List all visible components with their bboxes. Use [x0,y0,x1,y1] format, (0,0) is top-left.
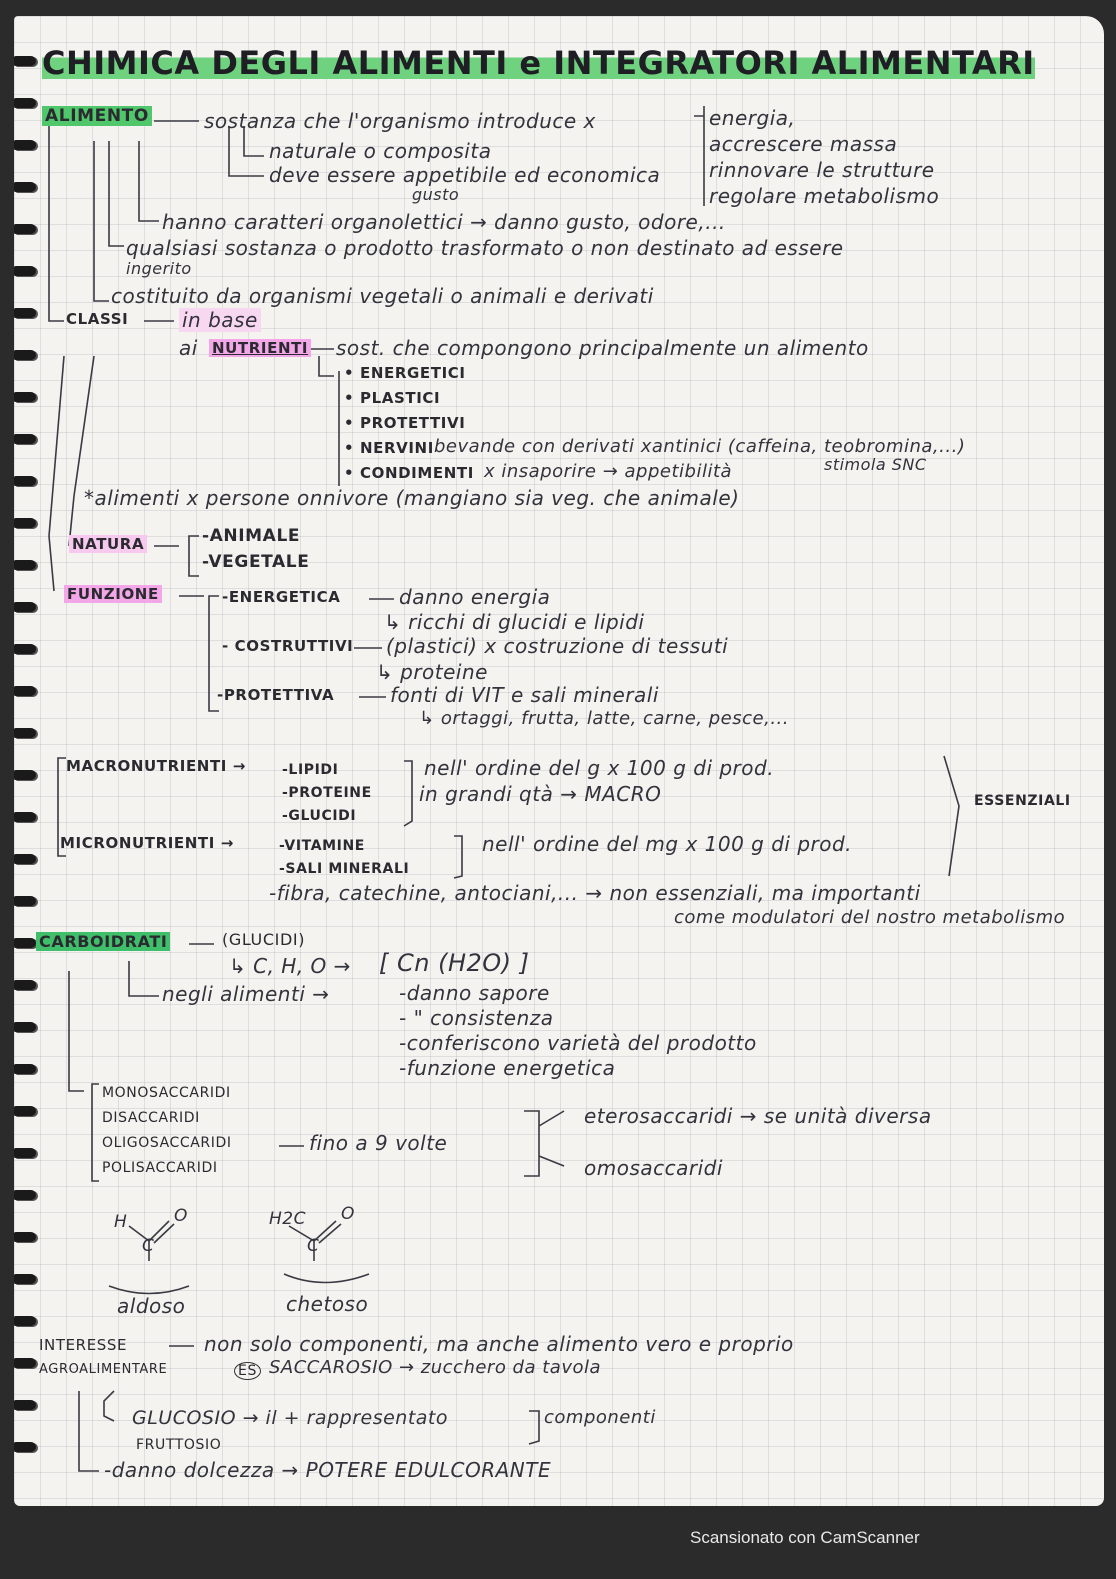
essenziali-label: ESSENZIALI [974,793,1071,809]
chetoso-label: chetoso [286,1292,369,1316]
nutrienti-definition: sost. che compongono principalmente un alimento [336,336,869,360]
funzione-label: FUNZIONE [64,587,162,602]
spiral-ring [14,56,36,66]
funzione-costruttivi: - COSTRUTTIVI [222,637,354,655]
spiral-ring [14,98,36,108]
macro-lipidi: -LIPIDI [282,762,339,778]
spiral-ring [14,560,36,570]
spiral-ring [14,1232,36,1242]
agroalimentare-label: AGROALIMENTARE [39,1362,168,1377]
classi-ai: ai [179,336,198,360]
nervini-stimola: stimola SNC [824,455,927,474]
funzione-protettiva: -PROTETTIVA [217,686,335,704]
interesse-label: INTERESSE [39,1336,128,1354]
spiral-ring [14,602,36,612]
carb-type-poli: POLISACCARIDI [102,1160,218,1176]
purpose-metabolismo: regolare metabolismo [709,184,940,208]
spiral-ring [14,854,36,864]
alimento-label: ALIMENTO [42,108,152,125]
glucosio-note: GLUCOSIO → il + rappresentato [132,1407,448,1429]
purpose-massa: accrescere massa [709,132,898,156]
fruttosio-label: FRUTTOSIO [136,1437,222,1453]
spiral-ring [14,182,36,192]
dolcezza-note: -danno dolcezza → POTERE EDULCORANTE [104,1458,552,1482]
nutriente-nervini: • NERVINI [344,439,434,457]
protettiva-note: fonti di VIT e sali minerali [390,683,659,707]
natura-label: NATURA [69,537,147,552]
spiral-ring [14,1106,36,1116]
spiral-ring [14,1274,36,1284]
spiral-ring [14,1400,36,1410]
costruttivi-sub: ↳ proteine [376,660,488,684]
alimento-organolettici: hanno caratteri organolettici → danno gusto, odore,... [162,210,726,234]
fibra-note: -fibra, catechine, antociani,... → non essenziali, ma importanti [269,881,921,905]
condimenti-note: x insaporire → appetibilità [484,461,733,482]
eterosaccaridi: eterosaccaridi → se unità diversa [584,1104,932,1128]
omosaccaridi: omosaccaridi [584,1156,723,1180]
protettiva-sub: ↳ ortaggi, frutta, latte, carne, pesce,... [419,708,789,729]
macro-glucidi: -GLUCIDI [282,808,357,824]
aldoso-label: aldoso [117,1294,186,1318]
notebook-page [14,16,1104,1506]
carboidrati-negli: negli alimenti → [162,982,330,1006]
spiral-ring [14,980,36,990]
spiral-ring [14,1064,36,1074]
chetoso-c: C [307,1236,320,1256]
camscanner-footer: Scansionato con CamScanner [690,1528,920,1547]
funzione-energetica: -ENERGETICA [222,588,341,606]
nutriente-condimenti: • CONDIMENTI [344,464,474,482]
macro-note-grandi: in grandi qtà → MACRO [419,782,662,806]
purpose-energia: energia, [709,106,796,130]
nutriente-energetici: • ENERGETICI [344,364,466,382]
classi-in-base: in base [179,310,261,330]
micronutrienti-label: MICRONUTRIENTI → [60,834,234,852]
oligo-note: fino a 9 volte [309,1131,448,1155]
spiral-ring [14,1148,36,1158]
classi-label: CLASSI [66,310,129,328]
spiral-ring [14,308,36,318]
nutrienti-label: NUTRIENTI [209,341,311,356]
macro-proteine: -PROTEINE [282,785,372,801]
alimento-costituito: costituito da organismi vegetali o animali e derivati [111,284,654,308]
carb-role-varieta: -conferiscono varietà del prodotto [399,1031,757,1055]
onnivore-note: *alimenti x persone onnivore (mangiano sia veg. che animale) [84,486,740,510]
spiral-ring [14,1358,36,1368]
carb-type-di: DISACCARIDI [102,1110,200,1126]
spiral-ring [14,938,36,948]
spiral-ring [14,770,36,780]
spiral-ring [14,1442,36,1452]
carb-role-sapore: -danno sapore [399,981,550,1005]
energetica-sub: ↳ ricchi di glucidi e lipidi [384,610,645,634]
micro-vitamine: -VITAMINE [279,838,365,854]
purpose-strutture: rinnovare le strutture [709,158,935,182]
componenti-note: componenti [544,1407,656,1428]
chetoso-o: O [341,1204,355,1224]
spiral-ring [14,1190,36,1200]
spiral-ring [14,686,36,696]
alimento-appetibile: deve essere appetibile ed economica [269,163,661,187]
carboidrati-glucidi: (GLUCIDI) [222,930,306,949]
alimento-naturale: naturale o composita [269,139,492,163]
carboidrati-elements: ↳ C, H, O → [229,954,351,978]
alimento-qualsiasi: qualsiasi sostanza o prodotto trasformato o non destinato ad essere [126,236,844,260]
spiral-ring [14,140,36,150]
carb-role-consistenza: - " consistenza [399,1006,554,1030]
spiral-binding [14,56,44,1496]
spiral-ring [14,728,36,738]
es-badge: ES [234,1362,261,1380]
spiral-ring [14,476,36,486]
spiral-ring [14,266,36,276]
carb-type-mono: MONOSACCARIDI [102,1085,231,1101]
nutriente-plastici: • PLASTICI [344,389,441,407]
micro-sali: -SALI MINERALI [279,861,410,877]
micro-note: nell' ordine del mg x 100 g di prod. [482,832,853,856]
chetoso-h2c: H2C [269,1209,306,1229]
aldoso-h: H [114,1212,128,1232]
macronutrienti-label: MACRONUTRIENTI → [66,757,246,775]
aldoso-o: O [174,1206,188,1226]
spiral-ring [14,644,36,654]
alimento-gusto: gusto [412,185,460,204]
natura-vegetale: -VEGETALE [202,552,310,572]
spiral-ring [14,896,36,906]
fibra-note-2: come modulatori del nostro metabolismo [674,907,1066,928]
nervini-note: bevande con derivati xantinici (caffeina, teobromina,...) [434,436,966,457]
spiral-ring [14,434,36,444]
alimento-ingerito: ingerito [126,259,192,278]
carb-role-energetica: -funzione energetica [399,1056,616,1080]
macro-note-grammi: nell' ordine del g x 100 g di prod. [424,756,775,780]
aldoso-c: C [142,1236,155,1256]
energetica-note: danno energia [399,585,551,609]
spiral-ring [14,350,36,360]
natura-animale: -ANIMALE [202,526,301,546]
spiral-ring [14,518,36,528]
interesse-note: non solo componenti, ma anche alimento vero e proprio [204,1332,794,1356]
costruttivi-note: (plastici) x costruzione di tessuti [386,634,729,658]
spiral-ring [14,392,36,402]
spiral-ring [14,812,36,822]
spiral-ring [14,1022,36,1032]
carb-type-oligo: OLIGOSACCARIDI [102,1135,232,1151]
page-title: CHIMICA DEGLI ALIMENTI e INTEGRATORI ALIMENTARI [42,44,1035,82]
spiral-ring [14,224,36,234]
carboidrati-label: CARBOIDRATI [36,934,170,950]
alimento-definition: sostanza che l'organismo introduce x [204,109,596,133]
saccarosio-note: SACCAROSIO → zucchero da tavola [269,1357,602,1378]
spiral-ring [14,1316,36,1326]
carboidrati-formula: [ Cn (H2O) ] [379,949,530,977]
nutriente-protettivi: • PROTETTIVI [344,414,466,432]
